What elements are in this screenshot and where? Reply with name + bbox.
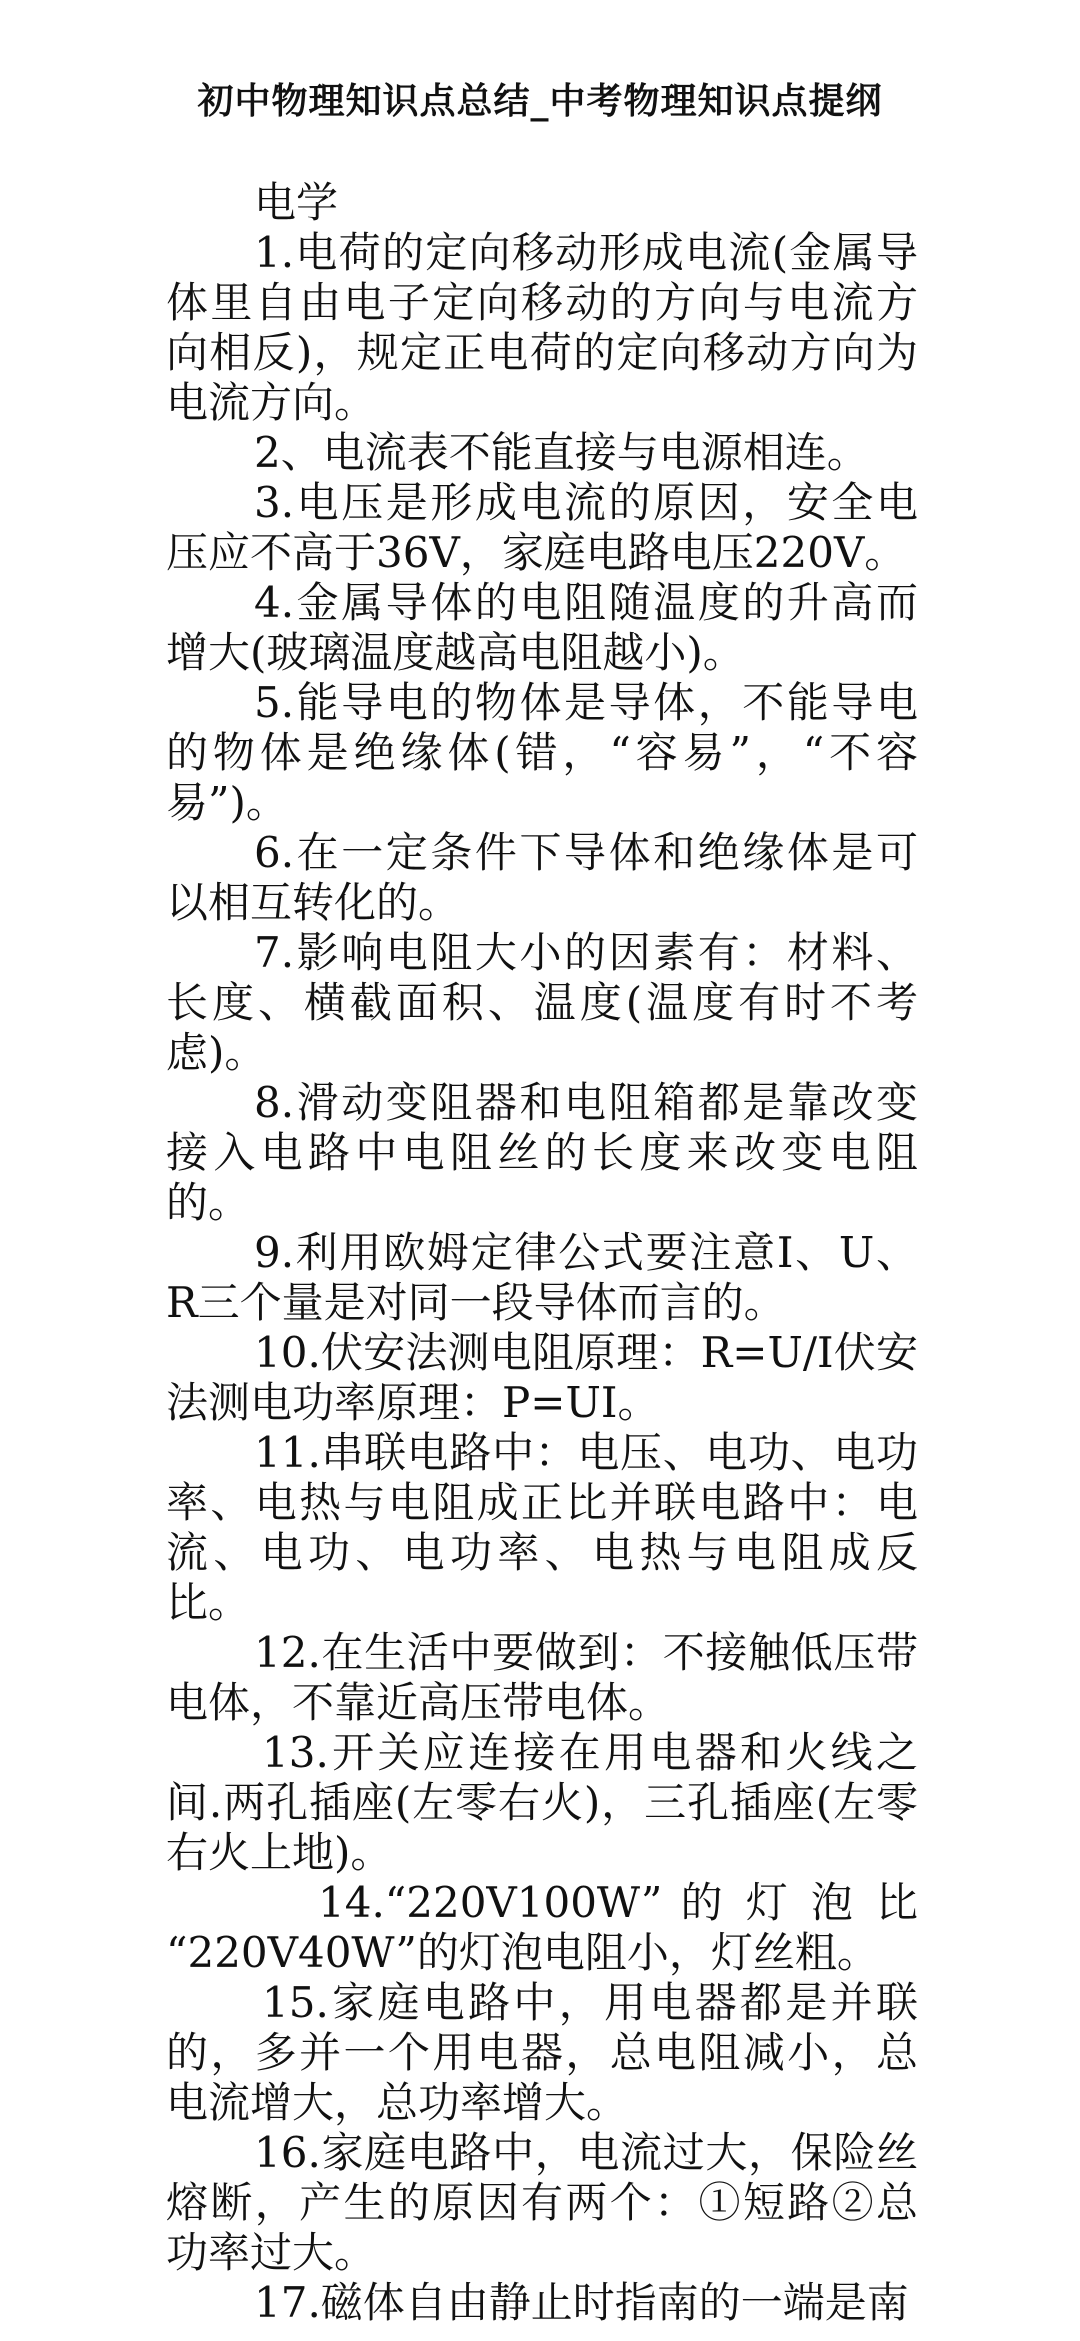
list-item: 5.能导电的物体是导体，不能导电的物体是绝缘体(错，“容易”，“不容易”)。 (166, 678, 918, 827)
list-item: 17.磁体自由静止时指南的一端是南 (254, 2278, 909, 2327)
document-body (166, 178, 918, 2328)
list-item: 10.伏安法测电阻原理：R=U/I伏安法测电功率原理：P=UI。 (166, 1328, 918, 1427)
list-item: 9.利用欧姆定律公式要注意I、U、R三个量是对同一段导体而言的。 (166, 1228, 918, 1327)
list-item: 13.开关应连接在用电器和火线之间.两孔插座(左零右火)，三孔插座(左零右火上地)。 (166, 1728, 918, 1877)
list-item: 3.电压是形成电流的原因，安全电压应不高于36V，家庭电路电压220V。 (166, 478, 918, 577)
list-item: 4.金属导体的电阻随温度的升高而增大(玻璃温度越高电阻越小)。 (166, 578, 918, 677)
document-title: 初中物理知识点总结_中考物理知识点提纲 (197, 81, 883, 122)
list-item: 1.电荷的定向移动形成电流(金属导体里自由电子定向移动的方向与电流方向相反)，规定正电荷的定向移动方向为电流方向。 (166, 228, 918, 427)
list-item: 2、电流表不能直接与电源相连。 (254, 428, 869, 477)
section-heading: 电学 (254, 178, 339, 227)
list-item: 14.“220V100W” 的 灯 泡 比 “220V40W”的灯泡电阻小，灯丝粗。 (166, 1878, 918, 1977)
list-item: 16.家庭电路中，电流过大，保险丝熔断，产生的原因有两个：①短路②总功率过大。 (166, 2128, 918, 2277)
list-item: 6.在一定条件下导体和绝缘体是可以相互转化的。 (166, 828, 918, 927)
list-item: 7.影响电阻大小的因素有：材料、长度、横截面积、温度(温度有时不考虑)。 (166, 928, 918, 1077)
list-item: 11.串联电路中：电压、电功、电功率、电热与电阻成正比并联电路中：电流、电功、电功率、电热与电阻成反比。 (166, 1428, 918, 1627)
list-item: 12.在生活中要做到：不接触低压带电体，不靠近高压带电体。 (166, 1628, 918, 1727)
list-item: 15.家庭电路中，用电器都是并联的，多并一个用电器，总电阻减小，总电流增大，总功率增大。 (166, 1978, 918, 2127)
list-item: 8.滑动变阻器和电阻箱都是靠改变接入电路中电阻丝的长度来改变电阻的。 (166, 1078, 918, 1227)
